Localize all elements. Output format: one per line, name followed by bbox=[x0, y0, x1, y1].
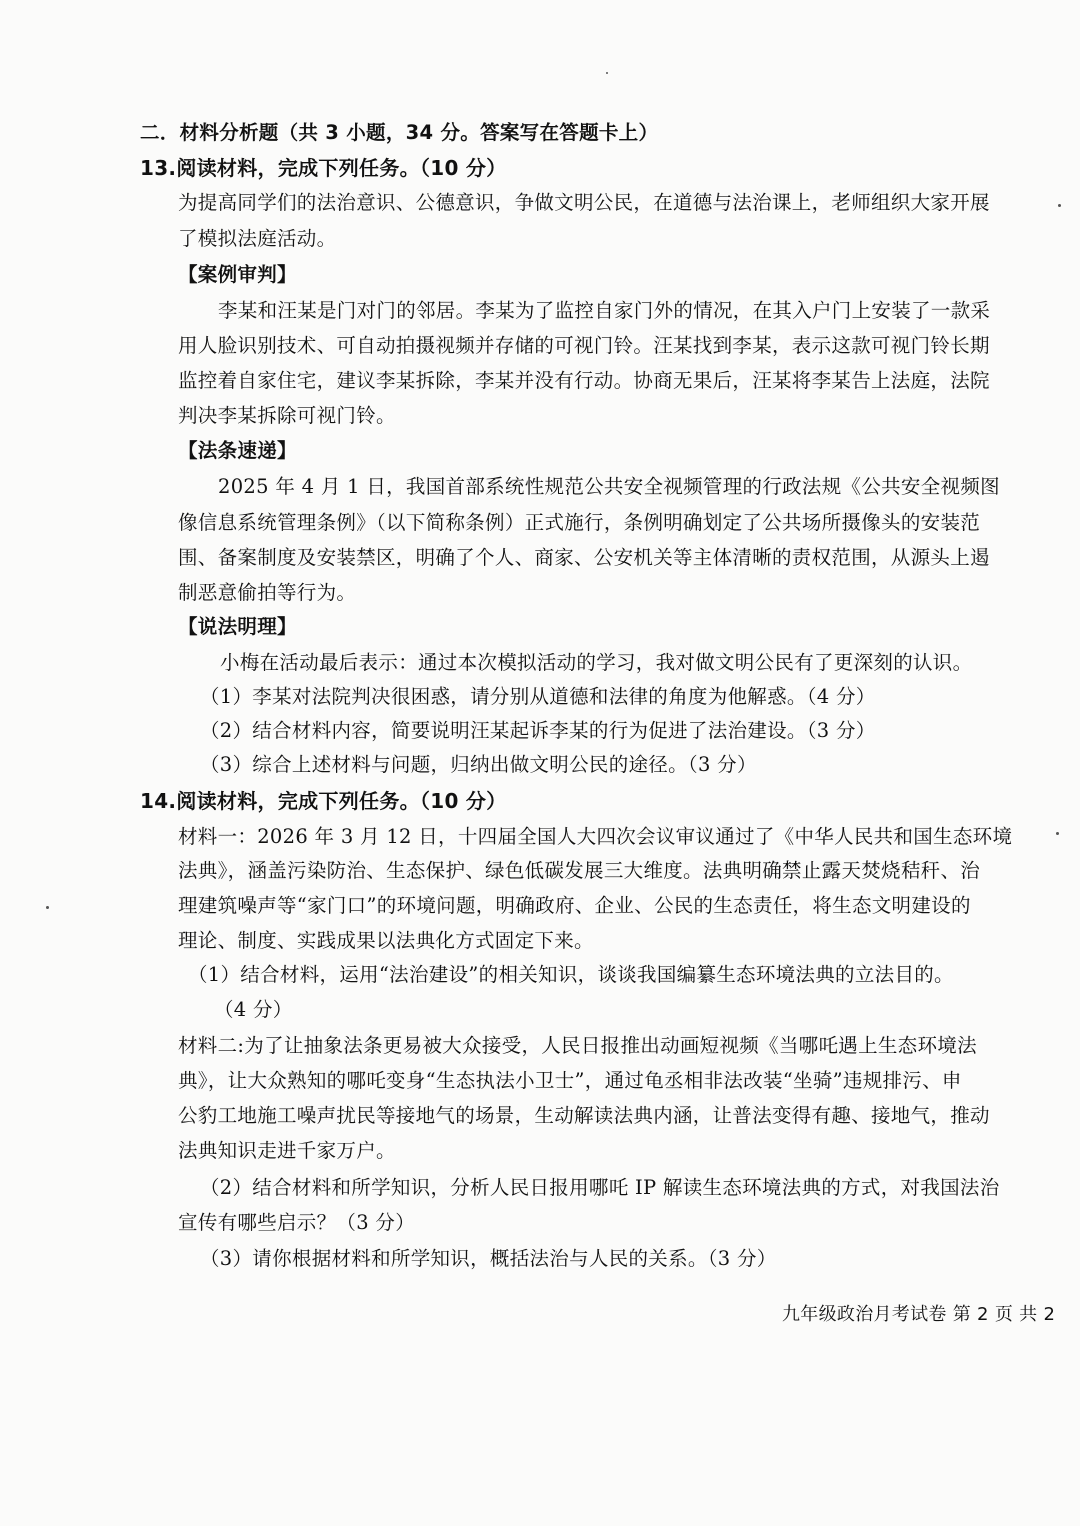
material1-line: 理论、制度、实践成果以法典化方式固定下来。 bbox=[178, 929, 594, 952]
law-text-line: 2025 年 4 月 1 日，我国首部系统性规范公共安全视频管理的行政法规《公共安全视频图 bbox=[218, 475, 1000, 498]
page-footer: 九年级政治月考试卷 第 2 页 共 2 bbox=[782, 1304, 1056, 1325]
scan-speck bbox=[46, 906, 49, 909]
material2-line: 公豹工地施工噪声扰民等接地气的场景，生动解读法典内涵，让普法变得有趣、接地气，推动 bbox=[178, 1104, 990, 1127]
explain-text: 小梅在活动最后表示：通过本次模拟活动的学习，我对做文明公民有了更深刻的认识。 bbox=[220, 651, 973, 674]
q13-subquestion: （1）李某对法院判决很困惑，请分别从道德和法律的角度为他解惑。（4 分） bbox=[200, 685, 876, 708]
material1-line: 材料一：2026 年 3 月 12 日，十四届全国人大四次会议审议通过了《中华人民共和国生态环境 bbox=[178, 825, 1013, 848]
q13-intro-line: 了模拟法庭活动。 bbox=[178, 227, 337, 250]
case-text-line: 用人脸识别技术、可自动拍摄视频并存储的可视门铃。汪某找到李某，表示这款可视门铃长期 bbox=[178, 334, 990, 357]
scan-speck bbox=[1056, 832, 1059, 835]
q14-subquestion-1: （1）结合材料，运用“法治建设”的相关知识，谈谈我国编纂生态环境法典的立法目的。 bbox=[188, 963, 954, 986]
question-13-title: 13.阅读材料，完成下列任务。（10 分） bbox=[140, 156, 507, 180]
q14-subquestion-1-score: （4 分） bbox=[214, 998, 293, 1021]
law-heading: 【法条速递】 bbox=[178, 439, 297, 462]
question-14-title: 14.阅读材料，完成下列任务。（10 分） bbox=[140, 789, 507, 813]
q14-subquestion-2-cont: 宣传有哪些启示？（3 分） bbox=[178, 1211, 416, 1234]
material1-line: 理建筑噪声等“家门口”的环境问题，明确政府、企业、公民的生态责任，将生态文明建设的 bbox=[178, 894, 971, 917]
law-text-line: 像信息系统管理条例》（以下简称条例）正式施行，条例明确划定了公共场所摄像头的安装范 bbox=[178, 511, 981, 534]
material2-line: 典》，让大众熟知的哪吒变身“生态执法小卫士”，通过龟丞相非法改装“坐骑”违规排污、申 bbox=[178, 1069, 962, 1092]
case-text-line: 李某和汪某是门对门的邻居。李某为了监控自家门外的情况，在其入户门上安装了一款采 bbox=[218, 299, 991, 322]
q13-intro-line: 为提高同学们的法治意识、公德意识，争做文明公民，在道德与法治课上，老师组织大家开展 bbox=[178, 191, 990, 214]
material1-line: 法典》，涵盖污染防治、生态保护、绿色低碳发展三大维度。法典明确禁止露天焚烧秸秆、治 bbox=[178, 859, 981, 882]
case-heading: 【案例审判】 bbox=[178, 263, 297, 286]
q13-subquestion: （2）结合材料内容，简要说明汪某起诉李某的行为促进了法治建设。（3 分） bbox=[200, 719, 876, 742]
law-text-line: 制恶意偷拍等行为。 bbox=[178, 581, 357, 604]
q13-subquestion: （3）综合上述材料与问题，归纳出做文明公民的途径。（3 分） bbox=[200, 753, 757, 776]
section-title: 二．材料分析题（共 3 小题，34 分。答案写在答题卡上） bbox=[140, 121, 659, 144]
law-text-line: 围、备案制度及安装禁区，明确了个人、商家、公安机关等主体清晰的责权范围，从源头上遏 bbox=[178, 546, 990, 569]
explain-heading: 【说法明理】 bbox=[178, 615, 297, 638]
q14-subquestion-3: （3）请你根据材料和所学知识，概括法治与人民的关系。（3 分） bbox=[200, 1247, 777, 1270]
material2-line: 法典知识走进千家万户。 bbox=[178, 1139, 396, 1162]
scan-speck bbox=[606, 72, 608, 74]
case-text-line: 监控着自家住宅，建议李某拆除，李某并没有行动。协商无果后，汪某将李某告上法庭，法院 bbox=[178, 369, 990, 392]
material2-line: 材料二:为了让抽象法条更易被大众接受，人民日报推出动画短视频《当哪吒遇上生态环境法 bbox=[178, 1034, 977, 1057]
case-text-line: 判决李某拆除可视门铃。 bbox=[178, 404, 396, 427]
scan-speck bbox=[1058, 204, 1061, 207]
q14-subquestion-2: （2）结合材料和所学知识，分析人民日报用哪吒 IP 解读生态环境法典的方式，对我国法治 bbox=[200, 1176, 1000, 1199]
